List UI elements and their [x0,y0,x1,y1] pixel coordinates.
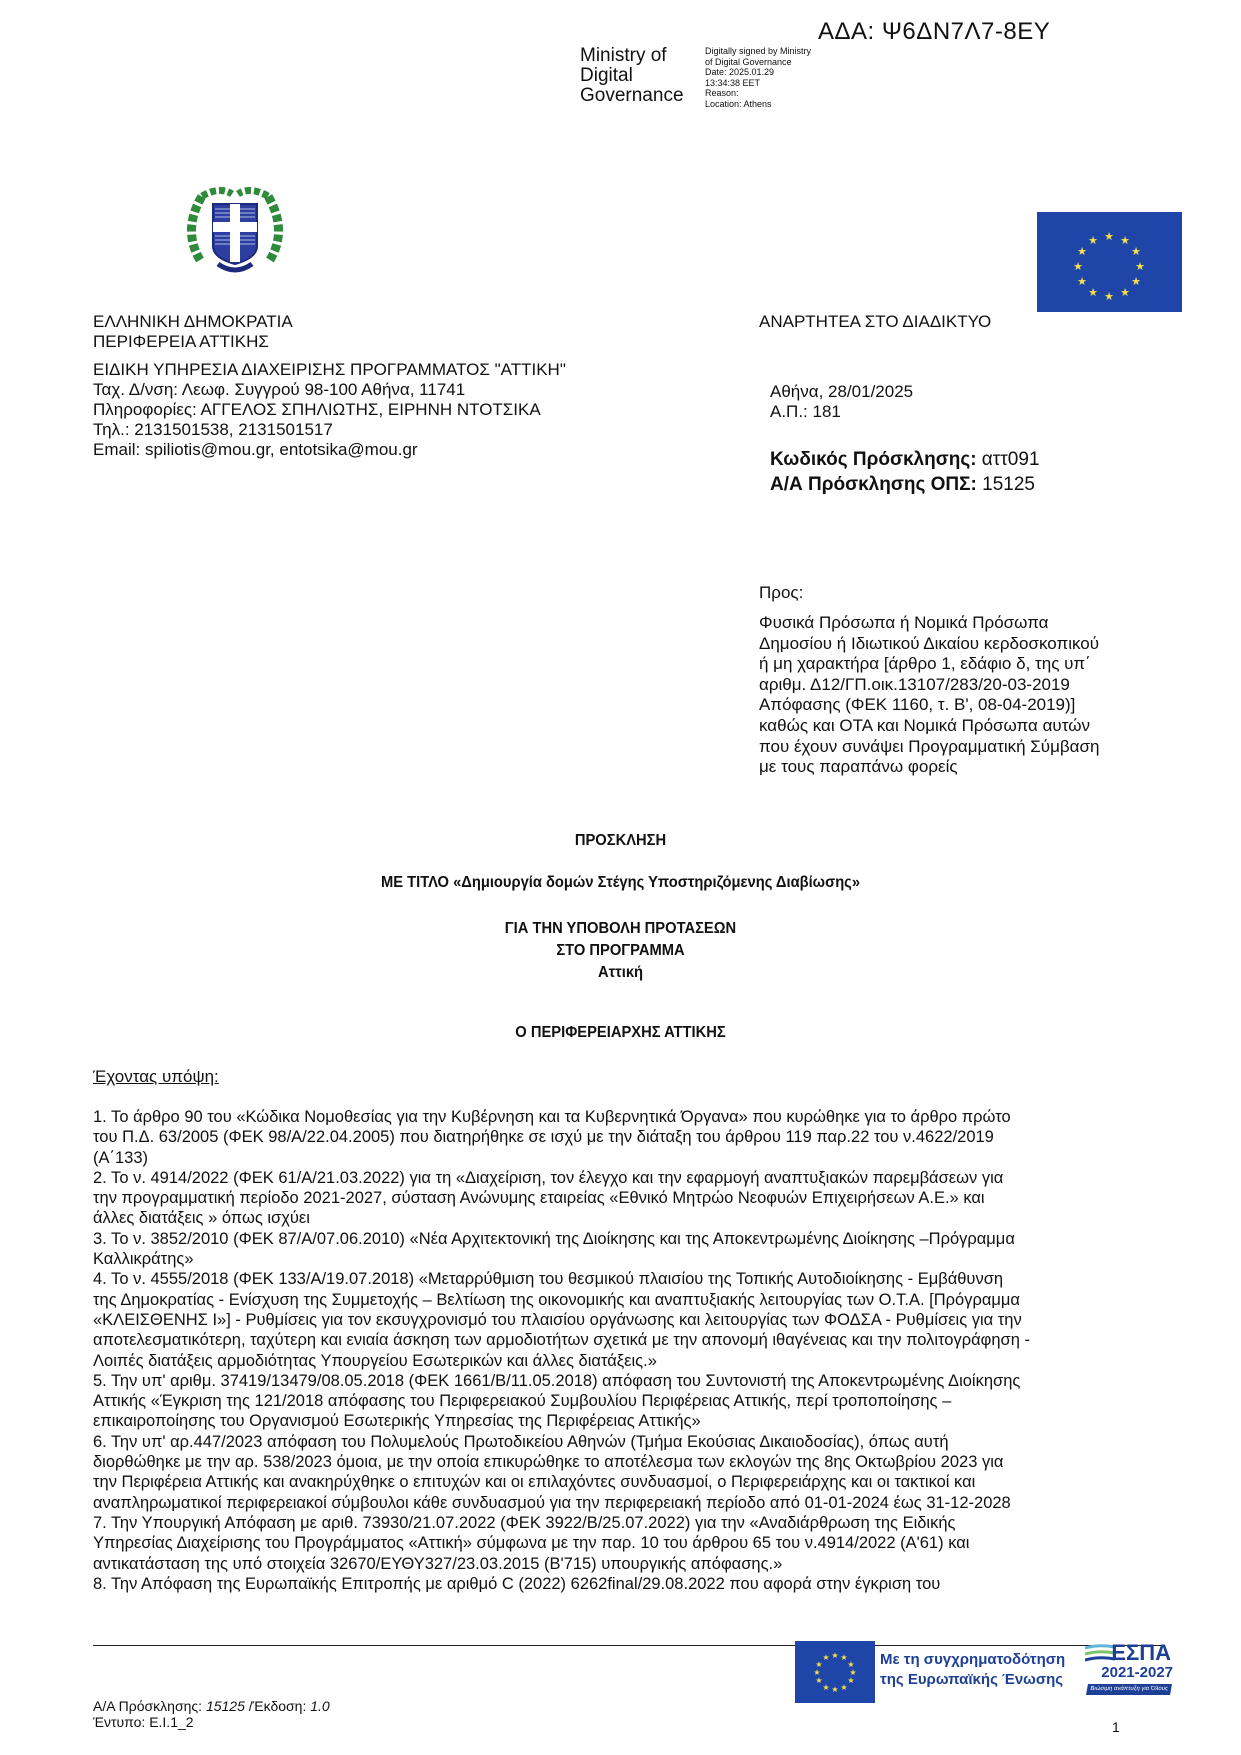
svg-text:★: ★ [1120,286,1130,299]
signer-line: Governance [580,85,684,106]
body-line: «ΚΛΕΙΣΘΕΝΗΣ Ι»] - Ρυθμίσεις για τον εκσυγχρονισμό του πλαισίου οργάνωσης και λειτουργίας των ΦΟΔΣΑ - Ρυθμίσεις για την [93,1310,1022,1329]
body-line: 7. Την Υπουργική Απόφαση με αριθ. 73930/21.07.2022 (ΦΕΚ 3922/Β/25.07.2022) για την «Αναδιάρθρωση της Ειδικής [93,1513,956,1532]
svg-text:★: ★ [822,1653,830,1662]
body-line: του Π.Δ. 63/2005 (ΦΕΚ 98/Α/22.04.2005) που διατηρήθηκε σε ισχύ με την διάταξη του άρθρου 119 παρ.22 του ν.4622/2019 [93,1128,994,1147]
considering-heading: Έχοντας υπόψη: [93,1067,219,1086]
footer-version-label: /Έκδοση: [244,1698,311,1714]
sender-phone: Τηλ.: 2131501538, 2131501517 [93,420,333,439]
svg-text:★: ★ [1088,234,1098,247]
body-line: άλλες διατάξεις » όπως ισχύει [93,1209,310,1228]
signature-detail-line: Digitally signed by Ministry [705,46,812,56]
sender-country: ΕΛΛΗΝΙΚΗ ΔΗΜΟΚΡΑΤΙΑ [93,312,293,331]
body-line: 5. Την υπ' αριθμ. 37419/13479/08.05.2018 (ΦΕΚ 1661/Β/11.05.2018) απόφαση του Συντονιστή της Αποκεντρωμένης Διοίκησης [93,1371,1021,1390]
sender-region: ΠΕΡΙΦΕΡΕΙΑ ΑΤΤΙΚΗΣ [93,332,269,351]
recipient-line: ή μη χαρακτήρα [άρθρο 1, εδάφιο δ, της υπ΄ [759,654,1091,674]
footer-eu-flag-icon [795,1641,875,1703]
svg-text:★: ★ [840,1683,848,1692]
recipient-line: Φυσικά Πρόσωπα ή Νομικά Πρόσωπα [759,613,1049,632]
svg-text:★: ★ [831,1685,839,1694]
body-line: Λοιπές διατάξεις αρμοδιότητας Υπουργείου Εσωτερικών και άλλες διατάξεις.» [93,1351,657,1370]
signature-time: 13:34:38 EET [705,77,761,88]
espa-title: ΕΣΠΑ [1111,1640,1171,1665]
ops-label: Α/Α Πρόσκλησης ΟΠΣ: [770,474,977,495]
signature-signer [580,46,684,106]
document-heading: ΠΡΟΣΚΛΗΣΗ [574,832,667,849]
body-line: 1. Το άρθρο 90 του «Κώδικα Νομοθεσίας για την Κυβέρνηση και τα Κυβερνητικά Όργανα» που κυρώθηκε για το άρθρο πρώτο [93,1108,1011,1126]
sender-contacts: Πληροφορίες: ΑΓΓΕΛΟΣ ΣΠΗΛΙΩΤΗΣ, ΕΙΡΗΝΗ ΝΤΟΤΣΙΚΑ [93,400,541,419]
body-line: 4. Το ν. 4555/2018 (ΦΕΚ 133/Α/19.07.2018) «Μεταρρύθμιση του θεσμικού πλαισίου της Τοπικής Αυτοδιοίκησης - Εμβάθυνση [93,1270,1004,1289]
document-date: Αθήνα, 28/01/2025 [770,382,914,401]
program-block [50,918,1192,984]
svg-text:★: ★ [1135,260,1145,273]
cofunding-line: της Ευρωπαϊκής Ένωσης [880,1671,1064,1688]
svg-text:★: ★ [847,1676,855,1685]
svg-text:★: ★ [822,1683,830,1692]
body-line: 6. Την υπ' αρ.447/2023 απόφαση του Πολυμελούς Πρωτοδικείου Αθηνών (Τμήμα Εκούσιας Δικαιοδοσίας), όπως αυτή [93,1432,949,1451]
cofunding-line: Με τη συγχρηματοδότηση [880,1651,1066,1668]
svg-text:★: ★ [1104,290,1114,303]
espa-logo [1085,1640,1175,1700]
body-line: 8. Την Απόφαση της Ευρωπαϊκής Επιτροπής με αριθμό C (2022) 6262final/29.08.2022 που αφορά στην έγκριση του [93,1574,941,1593]
document-subtitle: ΜΕ ΤΙΤΛΟ «Δημιουργία δομών Στέγης Υποστηριζόμενης Διαβίωσης» [380,874,861,891]
body-line: την προγραμματική περίοδο 2021-2027, σύσταση Ανώνυμης εταιρείας «Εθνικό Μητρώο Νεοφυών Επιχειρήσεων Α.Ε.» και [93,1189,985,1208]
footer-divider [93,1645,1163,1646]
body-line: διορθώθηκε με την αρ. 538/2023 όμοια, με την οποία επικυρώθηκε το αποτέλεσμα των εκλογών της 8ης Οκτωβρίου 2023 για [93,1453,1004,1472]
cofunding-text [880,1650,1065,1690]
recipient-line: Δημοσίου ή Ιδιωτικού Δικαίου κερδοσκοπικού [759,633,1100,653]
footer-info [93,1698,330,1730]
program-line: Αττική [597,964,644,981]
footer-call-label: Α/Α Πρόσκλησης: [93,1698,206,1714]
signer-line: Ministry of [580,45,667,66]
signature-reason: Reason: [705,88,739,98]
body-line: 2. Το ν. 4914/2022 (ΦΕΚ 61/Α/21.03.2022) για τη «Διαχείριση, τον έλεγχο και την εφαρμογή αναπτυξιακών παρεμβάσεων για [93,1168,1004,1187]
body-line: Καλλικράτης» [93,1250,194,1269]
recipient-line: με τους παραπάνω φορείς [759,757,958,777]
page-number: 1 [1112,1719,1120,1735]
svg-text:★: ★ [1131,245,1141,258]
signature-date: Date: 2025.01.29 [705,67,775,77]
svg-text:★: ★ [1073,260,1083,273]
greek-coat-of-arms-icon [180,180,290,280]
program-line: ΣΤΟ ΠΡΟΓΡΑΜΜΑ [556,942,685,959]
svg-text:★: ★ [1104,230,1114,243]
ops-value: 15125 [976,474,1035,495]
authority-heading: Ο ΠΕΡΙΦΕΡΕΙΑΡΧΗΣ ΑΤΤΙΚΗΣ [515,1024,726,1041]
sender-address: Ταχ. Δ/νση: Λεωφ. Συγγρού 98-100 Αθήνα, 11741 [93,380,466,399]
program-line: ΓΙΑ ΤΗΝ ΥΠΟΒΟΛΗ ΠΡΟΤΑΣΕΩΝ [504,920,737,937]
signature-location: Location: Athens [705,98,772,109]
call-codes [770,447,1040,497]
signer-line: Digital [580,65,633,86]
body-line: 3. Το ν. 3852/2010 (ΦΕΚ 87/Α/07.06.2010) «Νέα Αρχιτεκτονική της Διοίκησης και της Αποκεντρωμένης Διοίκησης –Πρόγραμμα [93,1229,1015,1248]
sender-email: Email: spiliotis@mou.gr, entotsika@mou.gr [93,440,418,459]
body-line: αντικατάσταση της υπό στοιχεία 32670/ΕΥΘΥ327/23.03.2015 (Β'715) υπουργικής απόφασης.» [93,1554,783,1573]
publish-notice: ΑΝΑΡΤΗΤΕΑ ΣΤΟ ΔΙΑΔΙΚΤΥΟ [759,312,992,331]
protocol-number: Α.Π.: 181 [770,402,841,421]
call-code-value: αττ091 [976,449,1040,470]
svg-text:★: ★ [840,1653,848,1662]
svg-text:★: ★ [847,1660,855,1669]
body-line: (Α΄133) [93,1148,149,1167]
svg-text:★: ★ [813,1668,821,1677]
body-line: της Δημοκρατίας - Ενίσχυση της Συμμετοχής – Βελτίωση της οικονομικής και αναπτυξιακής λειτουργίας των Ο.Τ.Α. [Πρόγραμμα [93,1290,1020,1309]
body-text [93,1107,1163,1594]
footer-form: Έντυπο: Ε.Ι.1_2 [93,1714,194,1730]
date-protocol [770,382,913,422]
call-code-label: Κωδικός Πρόσκλησης: [770,449,977,470]
svg-text:★: ★ [1131,275,1141,288]
ada-code: ΑΔΑ: Ψ6ΔΝ7Λ7-8ΕΥ [818,18,1051,45]
svg-text:★: ★ [831,1651,839,1660]
footer-version-value: 1.0 [310,1698,330,1714]
espa-years: 2021-2027 [1101,1664,1173,1681]
body-line: αποτελεσματικότερη, ταχύτερη και ενιαία άσκηση των αρμοδιοτήτων σχετικά με την απονομή ιθαγένειας και την πολιτογράφηση - [93,1331,1030,1350]
recipient-line: αριθμ. Δ12/ΓΠ.οικ.13107/283/20-03-2019 [759,674,1070,694]
footer-call-value: 15125 [205,1698,245,1714]
recipient-line: που έχουν συνάψει Προγραμματική Σύμβαση [759,736,1100,756]
body-line: Υπηρεσίας Διαχείρισης του Προγράμματος «Αττική» σύμφωνα με την παρ. 10 του άρθρου 65 του ν.4914/2022 (Α'61) και [93,1534,970,1553]
recipient-body [759,613,1149,778]
recipient-line: καθώς και ΟΤΑ και Νομικά Πρόσωπα αυτών [759,715,1090,735]
svg-text:★: ★ [815,1660,823,1669]
body-line: Αττικής «Έγκριση της 121/2018 απόφασης του Περιφερειακού Συμβουλίου Περιφέρειας Αττικής, περί τροποποίησης – [93,1392,952,1411]
svg-text:★: ★ [1077,275,1087,288]
recipient-line: Απόφασης (ΦΕΚ 1160, τ. Β', 08-04-2019)] [759,695,1076,715]
espa-tagline: Βιώσιμη ανάπτυξη για Όλους [1086,1684,1172,1695]
sender-service: ΕΙΔΙΚΗ ΥΠΗΡΕΣΙΑ ΔΙΑΧΕΙΡΙΣΗΣ ΠΡΟΓΡΑΜΜΑΤΟΣ "ΑΤΤΙΚΗ" [93,360,566,379]
svg-text:★: ★ [1088,286,1098,299]
body-line: αναπληρωματικοί περιφερειακοί σύμβουλοι κάθε συνδυασμού για την περιφερειακή περίοδο από 01-01-2024 έως 31-12-2028 [93,1493,1011,1512]
svg-text:★: ★ [1077,245,1087,258]
signature-details [705,46,811,109]
svg-text:★: ★ [815,1676,823,1685]
signature-detail-line: of Digital Governance [705,56,792,67]
svg-text:★: ★ [849,1668,857,1677]
recipient-label: Προς: [759,583,804,602]
sender-block [93,312,566,460]
body-line: την Περιφέρεια Αττικής και ανακηρύχθηκε ο επιτυχών και οι επιλαχόντες συνδυασμοί, ο Περιφερειάρχης και οι τακτικοί και [93,1473,976,1492]
eu-flag-icon [1037,212,1182,312]
svg-text:★: ★ [1120,234,1130,247]
body-line: επικαιροποίησης του Οργανισμού Εσωτερικής Υπηρεσίας της Περιφέρειας Αττικής» [93,1412,701,1431]
